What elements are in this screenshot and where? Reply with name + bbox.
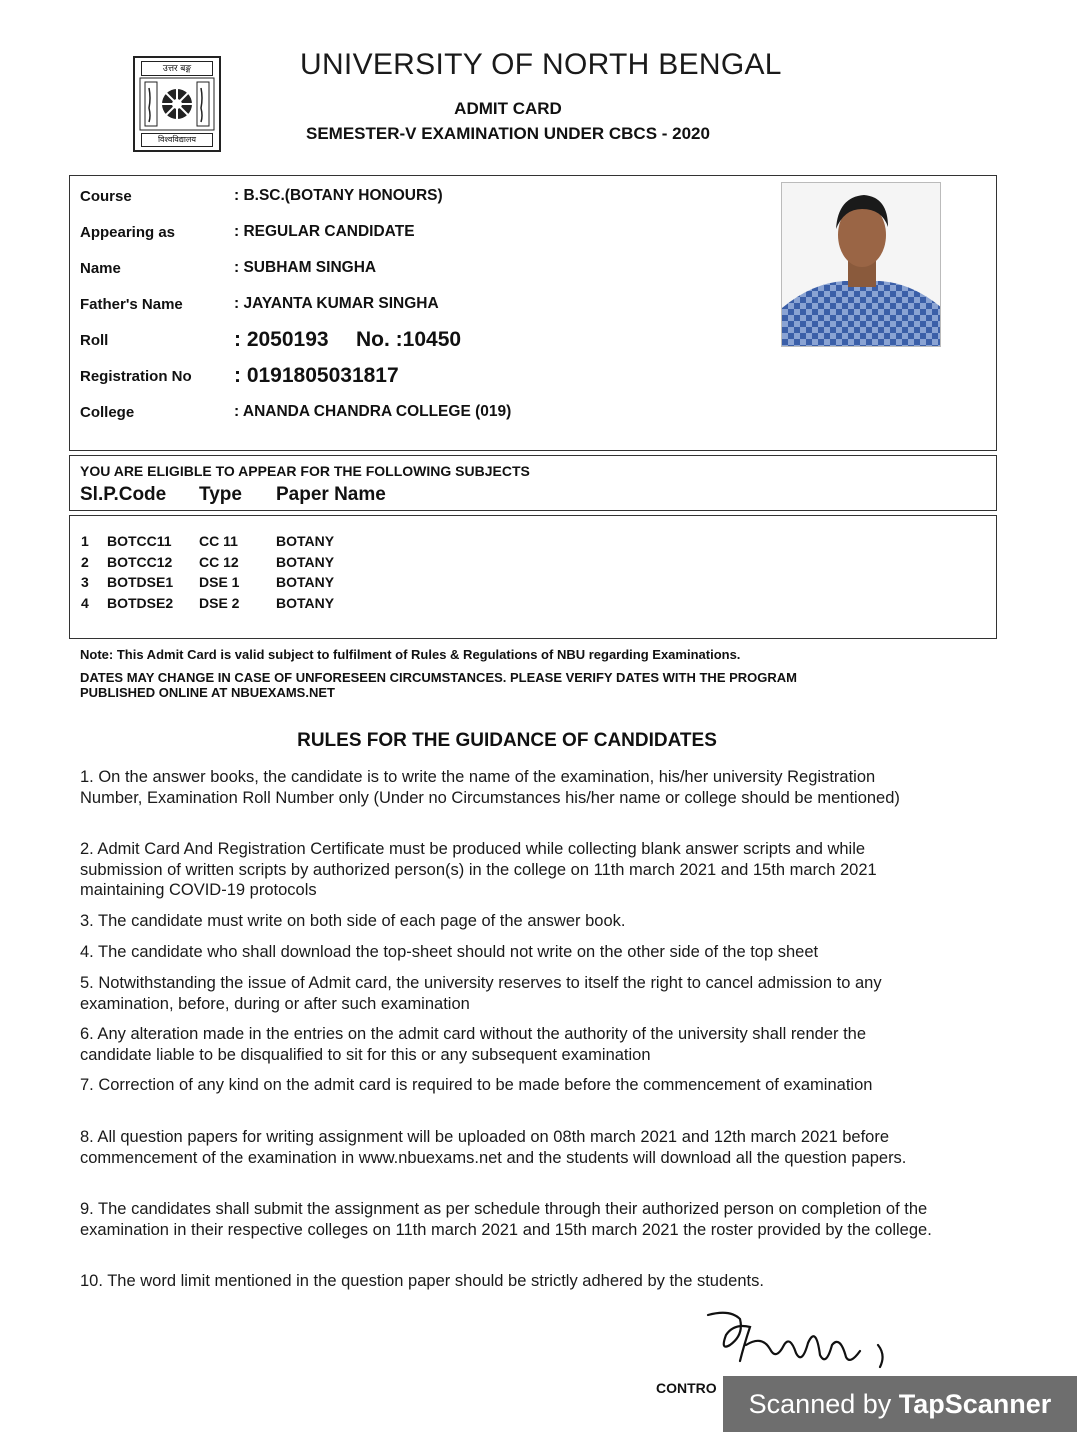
subject-type: DSE 1 (199, 574, 240, 590)
subject-code: BOTDSE1 (107, 574, 174, 590)
subject-code: BOTDSE2 (107, 595, 174, 611)
rule-item: 7. Correction of any kind on the admit card is required to be made before the commencement of examination (80, 1076, 873, 1094)
scanner-watermark (723, 1376, 1077, 1432)
college-label: College (80, 404, 135, 421)
college-value: : ANANDA CHANDRA COLLEGE (019) (234, 403, 512, 420)
rule-item: 3. The candidate must write on both side of each page of the answer book. (80, 912, 626, 930)
subject-code: BOTCC11 (107, 533, 172, 549)
candidate-photo (781, 182, 941, 347)
name-label: Name (80, 260, 121, 277)
dates-note-line1: DATES MAY CHANGE IN CASE OF UNFORESEEN CIRCUMSTANCES. PLEASE VERIFY DATES WITH THE PROGRAM (80, 670, 797, 685)
eligibility-text: YOU ARE ELIGIBLE TO APPEAR FOR THE FOLLOWING SUBJECTS (80, 463, 530, 479)
column-header-type: Type (199, 484, 242, 505)
roll-number-value: No. :10450 (356, 328, 462, 351)
column-header-sl-pcode: Sl.P.Code (80, 484, 167, 505)
rule-item: 1. On the answer books, the candidate is to write the name of the examination, his/her university Registration Number, Examination Roll Number only (Under no Circumstances his/her name or college should be mentioned) (80, 768, 900, 807)
course-label: Course (80, 188, 132, 205)
appearing-value: : REGULAR CANDIDATE (234, 223, 415, 240)
subject-paper: BOTANY (276, 574, 335, 590)
father-name-label: Father's Name (80, 296, 183, 313)
subject-paper: BOTANY (276, 554, 335, 570)
rule-item: 8. All question papers for writing assignment will be uploaded on 08th march 2021 and 12th march 2021 before commencement of the examination in www.nbuexams.net and the students will download all the question papers. (80, 1128, 907, 1167)
subject-sl: 4 (81, 595, 89, 611)
subject-type: CC 12 (199, 554, 239, 570)
scanner-prefix: Scanned by (748, 1389, 899, 1419)
subject-type: DSE 2 (199, 595, 240, 611)
document-title: ADMIT CARD (454, 99, 562, 118)
rules-title: RULES FOR THE GUIDANCE OF CANDIDATES (297, 730, 717, 751)
course-value: : B.SC.(BOTANY HONOURS) (234, 187, 443, 204)
validity-note: Note: This Admit Card is valid subject to fulfilment of Rules & Regulations of NBU regarding Examinations. (80, 647, 741, 662)
subject-sl: 3 (81, 574, 89, 590)
subject-type: CC 11 (199, 533, 238, 549)
registration-label: Registration No (80, 368, 192, 385)
roll-label: Roll (80, 332, 109, 349)
column-header-paper-name: Paper Name (276, 484, 386, 505)
subject-code: BOTCC12 (107, 554, 173, 570)
subject-sl: 2 (81, 554, 89, 570)
scanner-brand: TapScanner (898, 1389, 1052, 1419)
rule-item: 2. Admit Card And Registration Certificate must be produced while collecting blank answer scripts and while submission of written scripts by authorized person(s) in the college on 11th march 2021 and 15th march 2021 maintaining COVID-19 protocols (80, 840, 877, 899)
registration-value: : 0191805031817 (234, 364, 399, 387)
subject-sl: 1 (81, 533, 89, 549)
roll-value: : 2050193 (234, 328, 329, 351)
rule-item: 10. The word limit mentioned in the question paper should be strictly adhered by the students. (80, 1272, 764, 1290)
logo-bottom-text: विश्वविद्यालय (141, 133, 213, 147)
subject-paper: BOTANY (276, 595, 335, 611)
dates-note-line2: PUBLISHED ONLINE AT NBUEXAMS.NET (80, 685, 335, 700)
logo-top-text: उत्तर बङ्ग (141, 61, 213, 76)
rule-item: 5. Notwithstanding the issue of Admit card, the university reserves to itself the right to cancel admission to any examination, before, during or after such examination (80, 974, 882, 1013)
controller-label: CONTRO (656, 1380, 717, 1396)
name-value: : SUBHAM SINGHA (234, 259, 377, 276)
rule-item: 4. The candidate who shall download the top-sheet should not write on the other side of the top sheet (80, 943, 819, 961)
exam-title: SEMESTER-V EXAMINATION UNDER CBCS - 2020 (306, 124, 710, 143)
subject-paper: BOTANY (276, 533, 335, 549)
university-name: UNIVERSITY OF NORTH BENGAL (300, 48, 782, 81)
rule-item: 6. Any alteration made in the entries on the admit card without the authority of the university shall render the candidate liable to be disqualified to sit for this or any subsequent examination (80, 1025, 867, 1064)
appearing-label: Appearing as (80, 224, 176, 241)
rule-item: 9. The candidates shall submit the assignment as per schedule through their authorized person on completion of the examination in their respective colleges on 11th march 2021 and 15th march 2021 the roster provided by the college. (80, 1200, 932, 1239)
controller-signature (700, 1305, 910, 1385)
father-name-value: : JAYANTA KUMAR SINGHA (234, 295, 439, 312)
